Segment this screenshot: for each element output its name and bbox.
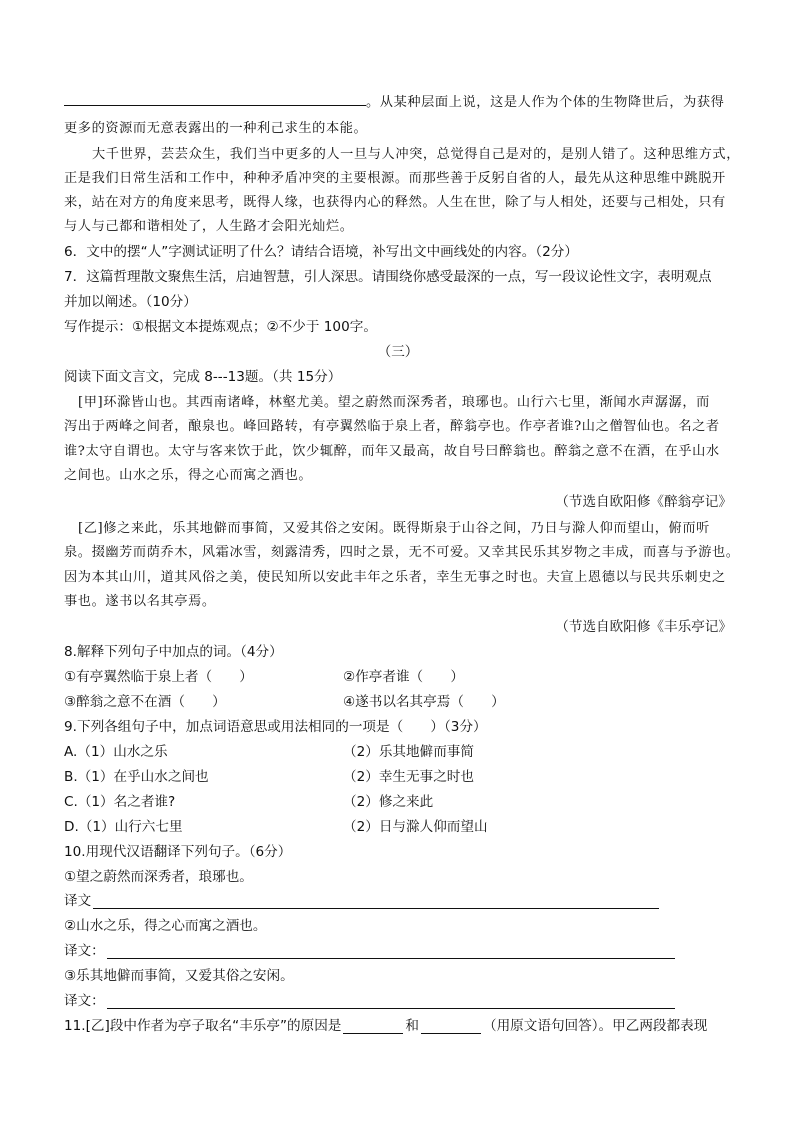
q10-answer-line [64, 889, 732, 909]
answer-blank[interactable] [343, 1018, 403, 1034]
q9-option [64, 815, 732, 835]
question-8: 8.解释下列句子中加点的词。（4分） [64, 644, 283, 660]
q11-text: （用原文语句回答）。甲乙两段都表现 [483, 1018, 708, 1034]
jia-line: 泻出于两峰之间者，酿泉也。峰回路转，有亭翼然临于泉上者，醉翁亭也。作亭者谁?山之僧智仙也。名之者 [64, 419, 720, 434]
q9-option [64, 765, 732, 785]
q9-option-part: B.（1）在乎山水之间也 [64, 769, 209, 785]
question-11 [64, 1014, 732, 1034]
question-7: 7．这篇哲理散文聚焦生活，启迪智慧，引人深思。请围绕你感受最深的一点，写一段议论性文字，表明观点 [64, 269, 712, 285]
answer-blank[interactable] [107, 993, 675, 1009]
passage-line: 来，站在对方的角度来思考，既得人缘，也获得内心的释然。人生在世，除了与人相处，还要与己相处，只有 [64, 195, 726, 210]
q8-item: ②作亭者谁（ ） [343, 669, 464, 685]
q9-option-part: （2）日与滁人仰而望山 [343, 819, 488, 835]
yi-line: 事也。遂书以名其亭焉。 [64, 594, 216, 609]
q8-item: ③醉翁之意不在酒（ ） [64, 694, 226, 710]
yi-line: 因为本其山川，道其风俗之美，使民知所以安此丰年之乐者，幸生无事之时也。夫宣上恩德以与民共乐刺史之 [64, 570, 726, 585]
passage-line: 正是我们日常生活和工作中，种种矛盾冲突的主要根源。而那些善于反躬自省的人，最先从这种思维中跳脱开 [64, 171, 726, 186]
jia-line: 谁?太守自谓也。太守与客来饮于此，饮少辄醉，而年又最高，故自号曰醉翁也。醉翁之意不在酒，在乎山水 [64, 444, 720, 459]
q9-option [64, 740, 732, 760]
question-8-row [64, 690, 732, 710]
section-heading: （三） [377, 344, 419, 360]
question-9: 9.下列各组句子中，加点词语意思或用法相同的一项是（ ）（3分） [64, 719, 487, 735]
reading-intro: 阅读下面文言文，完成 8---13题。（共 15分） [64, 369, 342, 385]
passage-line: 大千世界，芸芸众生，我们当中更多的人一旦与人冲突，总觉得自己是对的，是别人错了。这种思维方式， [92, 147, 741, 162]
answer-blank [64, 91, 366, 106]
q9-option-part: （2）乐其地僻而事简 [343, 744, 474, 760]
yi-source: （节选自欧阳修《丰乐亭记》 [555, 619, 732, 635]
yi-line: [乙]修之来此，乐其地僻而事简，又爱其俗之安闲。既得斯泉于山谷之间，乃日与滁人仰而望山，俯而听 [78, 521, 710, 536]
passage-line: 与人与己都和谐相处了，人生路才会阳光灿烂。 [64, 219, 354, 234]
q9-option-part: D.（1）山行六七里 [64, 819, 183, 835]
translation-label: 译文： [64, 943, 105, 959]
q8-item: ①有亭翼然临于泉上者（ ） [64, 669, 253, 685]
answer-blank[interactable] [421, 1018, 481, 1034]
question-6: 6．文中的摆“人”字测试证明了什么？请结合语境，补写出文中画线处的内容。（2分） [64, 244, 578, 260]
jia-source: （节选自欧阳修《醉翁亭记》 [555, 494, 732, 510]
question-8-row [64, 665, 732, 685]
q9-option-part: C.（1）名之者谁? [64, 794, 176, 810]
question-10: 10.用现代汉语翻译下列句子。（6分） [64, 844, 292, 860]
q11-text: 和 [405, 1018, 419, 1034]
answer-blank[interactable] [107, 943, 675, 959]
q9-option-part: A.（1）山水之乐 [64, 744, 168, 760]
q8-item: ④遂书以名其亭焉（ ） [343, 694, 505, 710]
q9-option-part: （2）修之来此 [343, 794, 434, 810]
translation-label: 译文： [64, 993, 105, 1009]
yi-line: 泉。掇幽芳而荫乔木，风霜冰雪，刻露清秀，四时之景，无不可爱。又幸其民乐其岁物之丰成，而喜与予游也。 [64, 545, 740, 560]
jia-line: [甲]环滁皆山也。其西南诸峰，林壑尤美。望之蔚然而深秀者，琅琊也。山行六七里，渐闻水声潺潺，而 [78, 395, 710, 410]
q10-answer-line [64, 989, 732, 1009]
writing-tip: 写作提示：①根据文本提炼观点；②不少于 100字。 [64, 319, 377, 335]
jia-line: 之间也。山水之乐，得之心而寓之酒也。 [64, 468, 313, 483]
passage-line: 。从某种层面上说，这是人作为个体的生物降世后，为获得 [64, 91, 732, 110]
question-7-cont: 并加以阐述。（10分） [64, 294, 197, 310]
q10-sentence: ③乐其地僻而事简，又爱其俗之安闲。 [64, 968, 294, 984]
q10-sentence: ①望之蔚然而深秀者，琅琊也。 [64, 869, 253, 885]
translation-label: 译文 [64, 893, 92, 909]
q10-answer-line [64, 939, 732, 959]
q11-text: 11.[乙]段中作者为亭子取名“丰乐亭”的原因是 [64, 1018, 342, 1034]
passage-line: 更多的资源而无意表露出的一种利己求生的本能。 [64, 121, 368, 136]
q9-option-part: （2）幸生无事之时也 [343, 769, 474, 785]
answer-blank[interactable] [93, 893, 659, 909]
q9-option [64, 790, 732, 810]
q10-sentence: ②山水之乐，得之心而寓之酒也。 [64, 918, 267, 934]
